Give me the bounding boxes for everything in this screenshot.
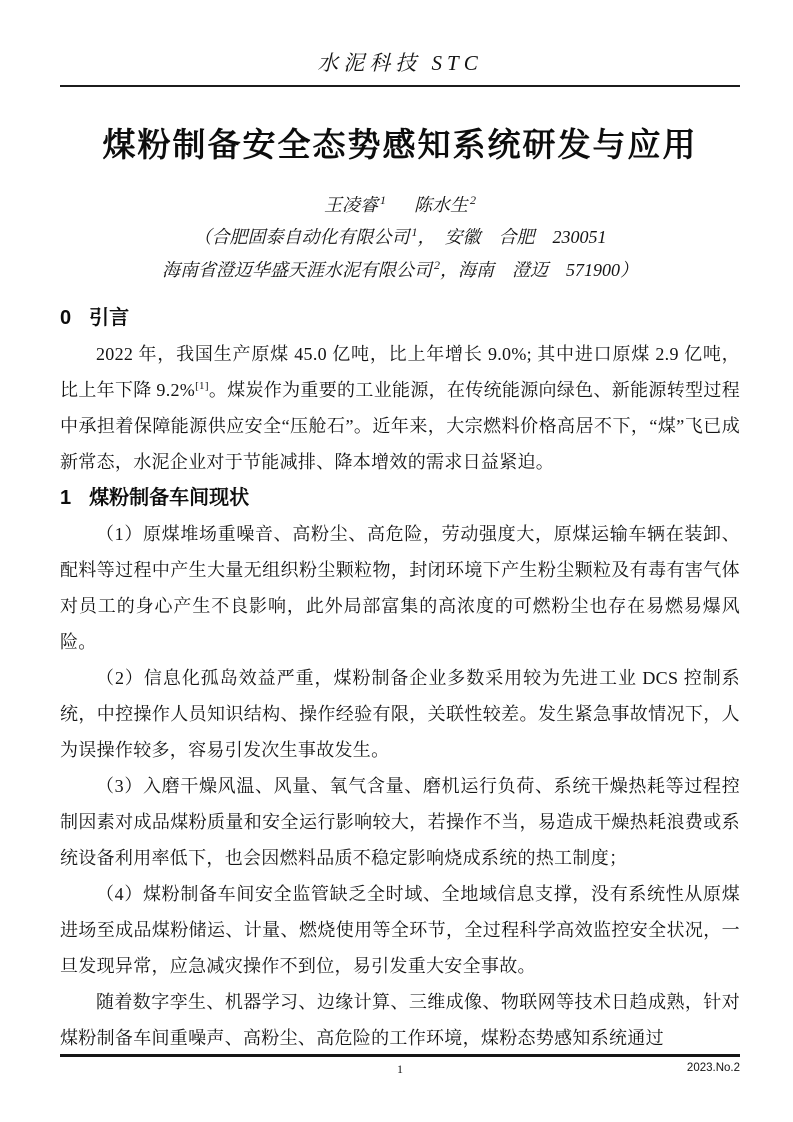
affiliation-line-1 — [60, 218, 740, 251]
author-2-affmark: 2 — [470, 193, 476, 207]
affiliation-1-location: ， 安徽 合肥 230051 — [417, 227, 607, 247]
authors-line — [60, 187, 740, 218]
paragraph-text: 2022 年，我国生产原煤 45.0 亿吨，比上年增长 9.0%; 其中进口原煤 2.9 亿吨，比上年下降 9.2% — [60, 344, 740, 400]
footer-row — [60, 1062, 740, 1080]
citation-marker: [1] — [195, 380, 209, 392]
paragraph-text: （3）入磨干燥风温、风量、氧气含量、磨机运行负荷、系统干燥热耗等过程控制因素对成品煤粉质量和安全运行影响较大，若操作不当，易造成干燥热耗浪费或系统设备利用率低下，也会因燃料品质不稳定影响烧成系统的热工制度； — [60, 776, 740, 868]
article-body — [60, 300, 740, 1056]
journal-title: 水泥科技 STC — [317, 51, 483, 75]
paragraph-text: （2）信息化孤岛效益严重，煤粉制备企业多数采用较为先进工业 DCS 控制系统，中控操作人员知识结构、操作经验有限，关联性较差。发生紧急事故情况下，人为误操作较多，容易引发次生事故发生。 — [60, 668, 740, 760]
section-heading-1 — [60, 480, 740, 516]
author-1 — [324, 195, 386, 215]
page-number: 1 — [397, 1062, 403, 1076]
affiliation-2-mark: 2 — [434, 258, 440, 272]
paragraph-1-2 — [60, 660, 740, 768]
paragraph-text: 随着数字孪生、机器学习、边缘计算、三维成像、物联网等技术日趋成熟，针对煤粉制备车间重噪声、高粉尘、高危险的工作环境，煤粉态势感知系统通过 — [60, 992, 740, 1048]
paragraph-1-3 — [60, 768, 740, 876]
section-heading-0 — [60, 300, 740, 336]
author-1-name: 王凌睿 — [324, 195, 378, 215]
paragraph-1-1 — [60, 516, 740, 660]
paragraph-1-4 — [60, 876, 740, 984]
page-footer — [60, 1054, 740, 1080]
header-rule — [60, 85, 740, 87]
section-title: 煤粉制备车间现状 — [89, 487, 250, 509]
paragraph-0-1 — [60, 336, 740, 480]
author-2-name: 陈水生 — [414, 195, 468, 215]
section-number: 0 — [60, 307, 72, 329]
paragraph-text: （1）原煤堆场重噪音、高粉尘、高危险，劳动强度大，原煤运输车辆在装卸、配料等过程中产生大量无组织粉尘颗粒物，封闭环境下产生粉尘颗粒及有毒有害气体对员工的身心产生不良影响，此外局部富集的高浓度的可燃粉尘也存在易燃易爆风险。 — [60, 524, 740, 652]
affiliation-2-location: ，海南 澄迈 571900） — [440, 260, 638, 280]
section-number: 1 — [60, 487, 72, 509]
affiliation-1-name: （合肥固泰自动化有限公司 — [193, 227, 410, 247]
journal-header — [60, 47, 740, 87]
affiliations — [60, 218, 740, 284]
paragraph-text: （4）煤粉制备车间安全监管缺乏全时域、全地域信息支撑，没有系统性从原煤进场至成品煤粉储运、计量、燃烧使用等全环节，全过程科学高效监控安全状况，一旦发现异常，应急减灾操作不到位，易引发重大安全事故。 — [60, 884, 740, 976]
section-title: 引言 — [89, 307, 130, 329]
author-2 — [414, 195, 476, 215]
article-title: 煤粉制备安全态势感知系统研发与应用 — [102, 126, 698, 163]
affiliation-1-mark: 1 — [411, 225, 418, 239]
paragraph-text: 。煤炭作为重要的工业能源，在传统能源向绿色、新能源转型过程中承担着保障能源供应安全“压舱石”。近年来，大宗燃料价格高居不下，“煤”飞已成新常态，水泥企业对于节能减排、降本增效的需求日益紧迫。 — [60, 380, 740, 472]
affiliation-line-2 — [60, 251, 740, 284]
issue-label: 2023.No.2 — [686, 1062, 740, 1074]
paragraph-1-5 — [60, 984, 740, 1056]
author-1-affmark: 1 — [380, 193, 386, 207]
footer-rule — [60, 1054, 740, 1057]
affiliation-2-name: 海南省澄迈华盛天涯水泥有限公司 — [162, 260, 432, 280]
